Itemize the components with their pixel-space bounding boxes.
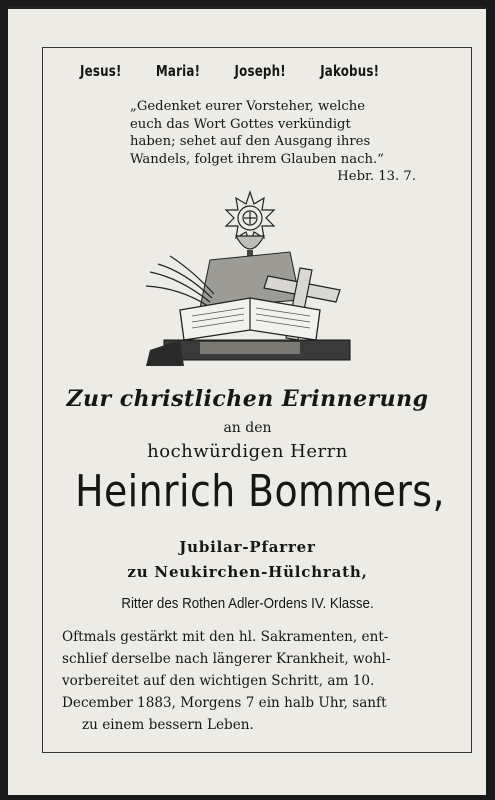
bible-quote xyxy=(130,98,446,186)
memorial-heading: Zur christlichen Erinnerung xyxy=(66,386,429,412)
quote-line: euch das Wort Gottes verkündigt xyxy=(130,116,351,132)
deceased-name: Heinrich Bommers, xyxy=(75,466,445,517)
an-den-line: an den xyxy=(223,420,272,436)
name-jesus: Jesus! xyxy=(80,62,122,80)
chalice-cross-bible-icon xyxy=(140,190,355,370)
title-line-2: zu Neukirchen-Hülchrath, xyxy=(127,563,368,581)
quote-line: haben; sehet auf den Ausgang ihres xyxy=(130,134,371,149)
quote-reference: Hebr. 13. 7. xyxy=(337,169,416,184)
name-joseph: Joseph! xyxy=(234,62,286,80)
honorific-line: hochwürdigen Herrn xyxy=(147,441,348,462)
obituary-line: Oftmals gestärkt mit den hl. Sakramenten, ent- xyxy=(62,629,389,645)
obituary-text xyxy=(62,626,454,736)
obituary-line: vorbereitet auf den wichtigen Schritt, am 10. xyxy=(62,673,375,689)
name-jakobus: Jakobus! xyxy=(320,62,380,80)
order-line: Ritter des Rothen Adler-Ordens IV. Klasse. xyxy=(121,596,374,612)
title-line-1: Jubilar-Pfarrer xyxy=(179,538,316,556)
name-maria: Maria! xyxy=(155,62,201,80)
quote-line: Wandels, folget ihrem Glauben nach.“ xyxy=(130,151,384,167)
header-names xyxy=(80,62,379,80)
obituary-line: zu einem bessern Leben. xyxy=(82,717,254,733)
obituary-line: schlief derselbe nach längerer Krankheit, wohl- xyxy=(62,651,391,667)
quote-line: „Gedenket eurer Vorsteher, welche xyxy=(130,99,366,114)
obituary-line: December 1883, Morgens 7 ein halb Uhr, sanft xyxy=(62,695,387,711)
